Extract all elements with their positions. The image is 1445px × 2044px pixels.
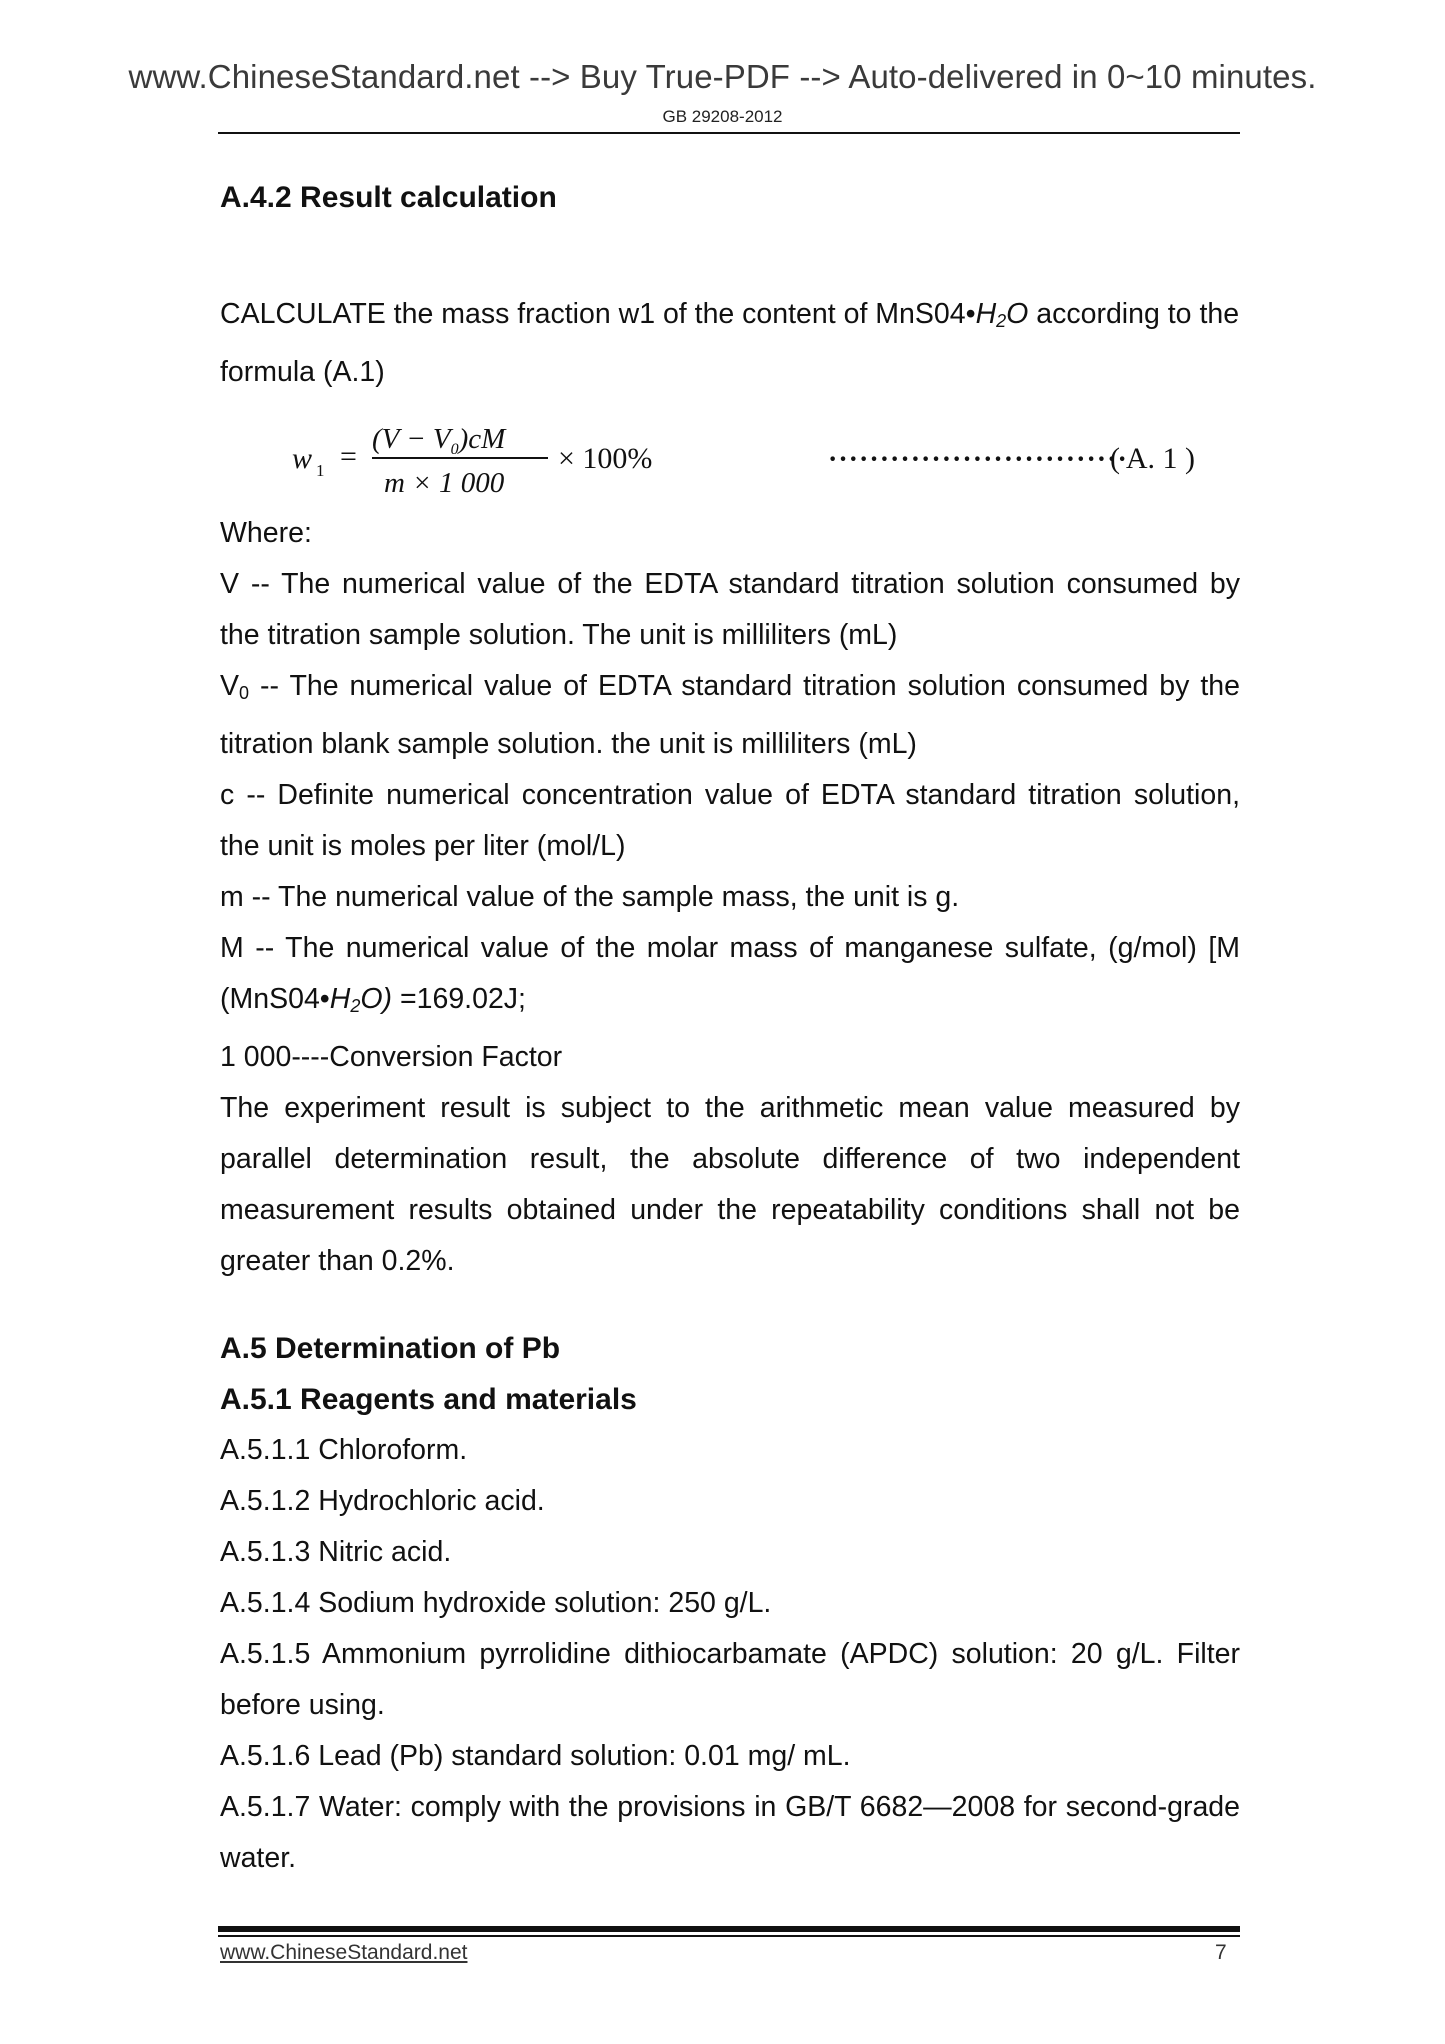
v0-symbol: V <box>220 670 240 702</box>
list-item: A.5.1.7 Water: comply with the provisions in GB/T 6682—2008 for second-grade water. <box>220 1791 1240 1874</box>
molar-value: =169.02J; <box>392 983 526 1015</box>
list-item: A.5.1.5 Ammonium pyrrolidine dithiocarbamate (APDC) solution: 20 g/L. Filter before using. <box>220 1638 1240 1721</box>
molar-h: H <box>329 983 351 1015</box>
page-number: 7 <box>1215 1941 1227 1964</box>
list-item: A.5.1.2 Hydrochloric acid. <box>220 1485 545 1517</box>
subheading-a51: A.5.1 Reagents and materials <box>220 1383 637 1416</box>
intro-text: CALCULATE the mass fraction w1 of the content of MnS04• <box>220 298 976 330</box>
formula-numerator: $(V - V_0)cM$ <box>372 423 506 458</box>
molar-sub: 2 <box>350 996 361 1016</box>
experiment-paragraph: The experiment result is subject to the arithmetic mean value measured by parallel determination result, the absolute difference of two independent measurement results obtained under the repeatability conditions shall not be greater than 0.2%. <box>220 1092 1240 1277</box>
intro-text-end: according to the formula (A.1) <box>220 298 1240 388</box>
intro-formula-sub: 2 <box>996 311 1007 331</box>
v0-sub: 0 <box>239 683 250 703</box>
molar-text: M -- The numerical value of the molar mass of manganese sulfate, (g/mol) [M (MnS04• <box>220 932 1240 1015</box>
formula-graphic <box>280 398 1260 508</box>
formula-denominator: m × 1 000 <box>384 467 505 499</box>
def-c: c -- Definite numerical concentration value of EDTA standard titration solution, the unit is moles per liter (mol/L) <box>220 779 1240 862</box>
section-heading-a42: A.4.2 Result calculation <box>220 181 557 214</box>
page-content <box>220 172 1240 1884</box>
intro-formula-h: H <box>975 298 997 330</box>
formula-lhs: w <box>292 442 313 475</box>
list-item: A.5.1.1 Chloroform. <box>220 1434 468 1466</box>
list-item: A.5.1.6 Lead (Pb) standard solution: 0.01 mg/ mL. <box>220 1740 851 1772</box>
list-item: A.5.1.4 Sodium hydroxide solution: 250 g/L. <box>220 1587 772 1619</box>
footer-rule-thick <box>218 1926 1240 1932</box>
intro-formula-o: O <box>1006 298 1029 330</box>
footer-rule-thin <box>218 1935 1240 1937</box>
v0-text: -- The numerical value of EDTA standard titration solution consumed by the titration blank sample solution. the unit is milliliters (mL) <box>220 670 1240 760</box>
def-v0 <box>220 661 1240 770</box>
formula-leader: ····························· <box>828 444 1128 475</box>
where-label: Where: <box>220 517 312 549</box>
formula-lhs-sub: 1 <box>316 461 325 480</box>
molar-o: O) <box>360 983 393 1015</box>
conversion-factor: 1 000----Conversion Factor <box>220 1041 563 1073</box>
formula-equals: = <box>340 440 357 473</box>
formula-a1 <box>220 398 1240 508</box>
section-heading-a5: A.5 Determination of Pb <box>220 1332 561 1365</box>
standard-number: GB 29208-2012 <box>662 107 783 126</box>
formula-label: ( A. 1 ) <box>1110 442 1195 475</box>
formula-multiplier: × 100% <box>558 442 653 475</box>
def-m: m -- The numerical value of the sample mass, the unit is g. <box>220 881 960 913</box>
def-molar-mass <box>220 923 1240 1032</box>
intro-paragraph <box>220 289 1240 398</box>
def-v: V -- The numerical value of the EDTA standard titration solution consumed by the titration sample solution. The unit is milliliters (mL) <box>220 568 1240 651</box>
header-rule <box>218 132 1240 134</box>
list-item: A.5.1.3 Nitric acid. <box>220 1536 452 1568</box>
header-banner: www.ChineseStandard.net --> Buy True-PDF --> Auto-delivered in 0~10 minutes. <box>128 58 1317 95</box>
footer-link[interactable]: www.ChineseStandard.net <box>220 1941 468 1964</box>
